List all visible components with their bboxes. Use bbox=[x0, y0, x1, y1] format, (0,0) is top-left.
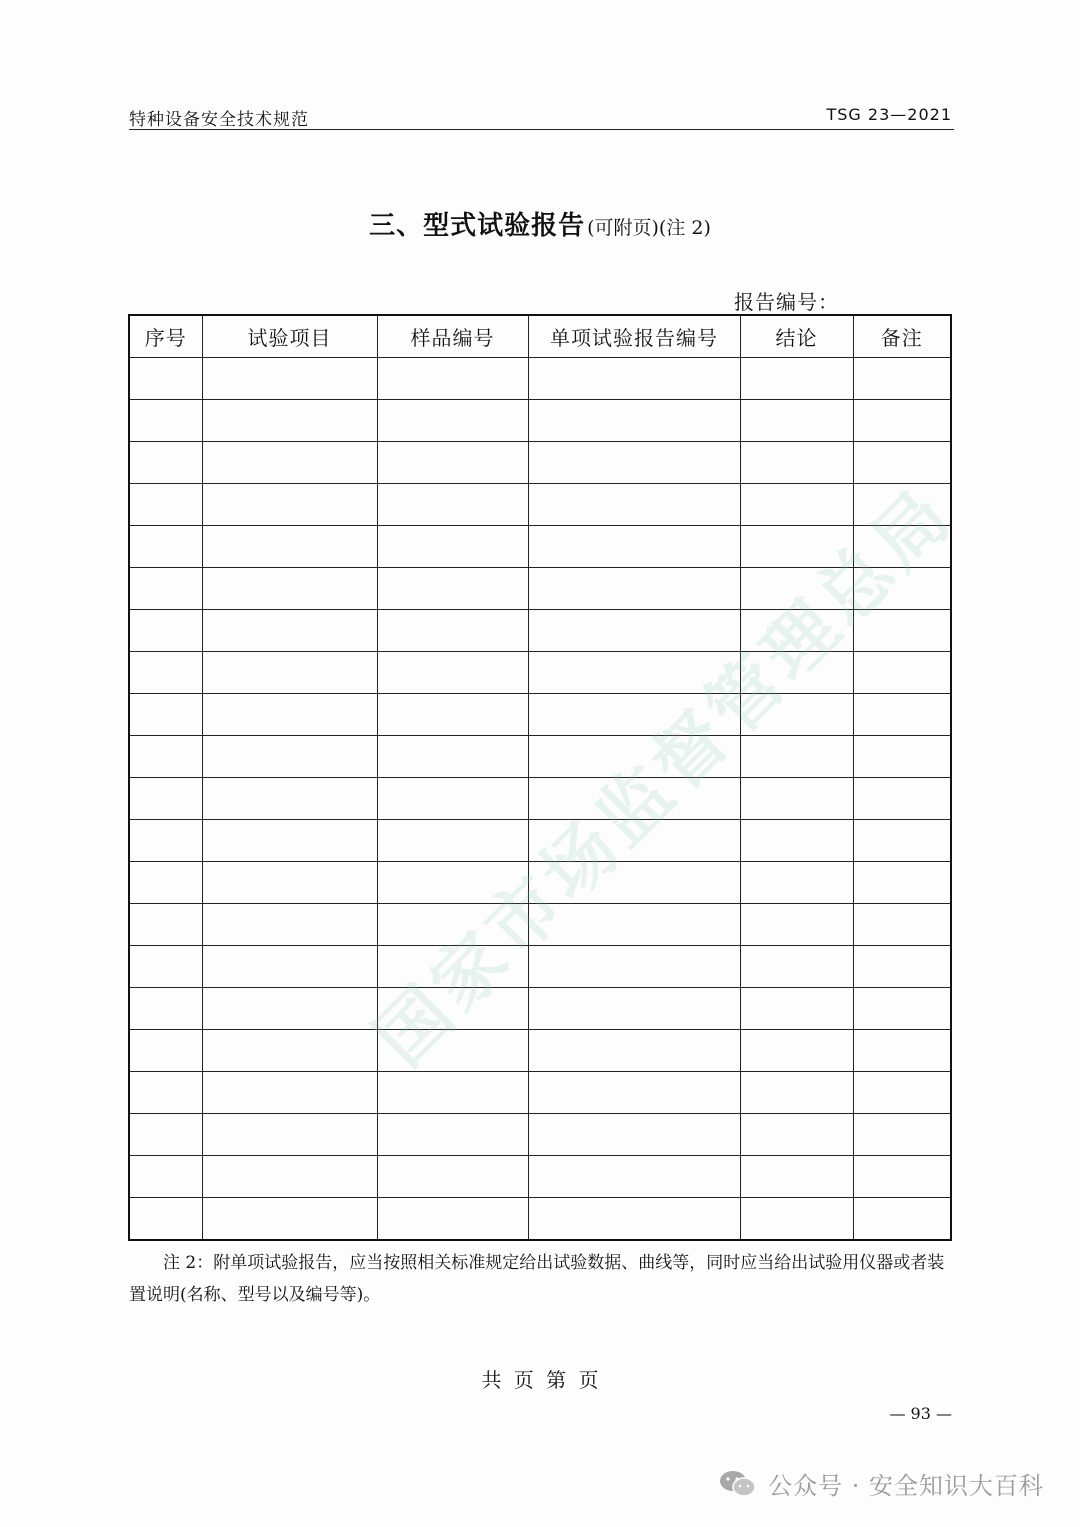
table-cell bbox=[853, 988, 951, 1030]
table-cell bbox=[528, 400, 740, 442]
table-cell bbox=[129, 778, 202, 820]
table-cell bbox=[853, 778, 951, 820]
table-cell bbox=[129, 526, 202, 568]
table-cell bbox=[853, 946, 951, 988]
table-cell bbox=[528, 1072, 740, 1114]
table-cell bbox=[740, 862, 853, 904]
section-title bbox=[0, 205, 1080, 242]
table-cell bbox=[740, 484, 853, 526]
table-cell bbox=[377, 736, 528, 778]
table-cell bbox=[740, 1072, 853, 1114]
table-cell bbox=[129, 1198, 202, 1241]
table-cell bbox=[853, 820, 951, 862]
table-cell bbox=[853, 358, 951, 400]
table-cell bbox=[377, 358, 528, 400]
table-row bbox=[129, 1114, 951, 1156]
table-cell bbox=[129, 904, 202, 946]
section-title-sub: (可附页)(注 2) bbox=[587, 217, 711, 239]
table-cell bbox=[853, 736, 951, 778]
table-cell bbox=[528, 820, 740, 862]
table-body bbox=[129, 358, 951, 1241]
table-row bbox=[129, 1156, 951, 1198]
table-row bbox=[129, 400, 951, 442]
table-cell bbox=[377, 526, 528, 568]
footer-brand bbox=[718, 1466, 1044, 1501]
page-count-line: 共 页 第 页 bbox=[481, 1368, 599, 1392]
table-row bbox=[129, 694, 951, 736]
table-cell bbox=[528, 736, 740, 778]
table-cell bbox=[377, 820, 528, 862]
wechat-icon bbox=[718, 1469, 758, 1499]
table-row bbox=[129, 862, 951, 904]
table-cell bbox=[129, 1114, 202, 1156]
table-row bbox=[129, 442, 951, 484]
table-row bbox=[129, 946, 951, 988]
table-cell bbox=[129, 568, 202, 610]
column-header-conclusion: 结论 bbox=[740, 315, 853, 358]
table-cell bbox=[202, 1198, 377, 1241]
table-cell bbox=[528, 862, 740, 904]
column-header-index: 序号 bbox=[129, 315, 202, 358]
table-cell bbox=[377, 946, 528, 988]
table-cell bbox=[202, 988, 377, 1030]
table-cell bbox=[202, 736, 377, 778]
page-header bbox=[129, 103, 954, 130]
table-cell bbox=[528, 610, 740, 652]
table-cell bbox=[528, 904, 740, 946]
section-title-main: 三、型式试验报告 bbox=[369, 211, 586, 241]
table-cell bbox=[202, 862, 377, 904]
table-cell bbox=[377, 1114, 528, 1156]
table-cell bbox=[129, 988, 202, 1030]
table-cell bbox=[202, 526, 377, 568]
table-cell bbox=[853, 400, 951, 442]
table-cell bbox=[740, 652, 853, 694]
table-cell bbox=[853, 610, 951, 652]
table-cell bbox=[740, 820, 853, 862]
table-row bbox=[129, 988, 951, 1030]
table-cell bbox=[528, 778, 740, 820]
table-cell bbox=[202, 400, 377, 442]
table-cell bbox=[528, 946, 740, 988]
table-cell bbox=[740, 988, 853, 1030]
table-cell bbox=[528, 526, 740, 568]
table-cell bbox=[377, 442, 528, 484]
table-cell bbox=[129, 1156, 202, 1198]
table-cell bbox=[129, 736, 202, 778]
table-cell bbox=[528, 988, 740, 1030]
table-cell bbox=[202, 820, 377, 862]
test-report-table bbox=[128, 314, 952, 1241]
table-cell bbox=[129, 1072, 202, 1114]
table-row bbox=[129, 1072, 951, 1114]
table-cell bbox=[528, 652, 740, 694]
table-cell bbox=[853, 442, 951, 484]
table-cell bbox=[740, 946, 853, 988]
table-row bbox=[129, 820, 951, 862]
table-cell bbox=[202, 1156, 377, 1198]
table-cell bbox=[129, 820, 202, 862]
table-cell bbox=[129, 610, 202, 652]
table-row bbox=[129, 358, 951, 400]
table-cell bbox=[129, 652, 202, 694]
table-cell bbox=[377, 610, 528, 652]
table-cell bbox=[528, 694, 740, 736]
table-header-row bbox=[129, 315, 951, 358]
table-row bbox=[129, 904, 951, 946]
table-cell bbox=[528, 1156, 740, 1198]
report-number-label: 报告编号： bbox=[734, 290, 839, 314]
table-cell bbox=[528, 1030, 740, 1072]
table-cell bbox=[853, 1198, 951, 1241]
table-cell bbox=[377, 1156, 528, 1198]
footnote: 注 2：附单项试验报告，应当按照相关标准规定给出试验数据、曲线等，同时应当给出试验用仪器或者装置说明(名称、型号以及编号等)。 bbox=[129, 1253, 945, 1305]
table-cell bbox=[202, 1072, 377, 1114]
table-cell bbox=[377, 1030, 528, 1072]
table-cell bbox=[377, 988, 528, 1030]
table-cell bbox=[202, 1114, 377, 1156]
table-cell bbox=[853, 652, 951, 694]
table-row bbox=[129, 1198, 951, 1241]
table-row bbox=[129, 568, 951, 610]
table-cell bbox=[202, 610, 377, 652]
column-header-test-item: 试验项目 bbox=[202, 315, 377, 358]
footer-brand-label: 公众号 · 安全知识大百科 bbox=[768, 1472, 1044, 1500]
table-cell bbox=[853, 1114, 951, 1156]
table-cell bbox=[853, 1072, 951, 1114]
table-cell bbox=[202, 694, 377, 736]
table-cell bbox=[129, 862, 202, 904]
table-cell bbox=[202, 946, 377, 988]
table-cell bbox=[202, 1030, 377, 1072]
table-cell bbox=[853, 1030, 951, 1072]
table-cell bbox=[377, 400, 528, 442]
table-cell bbox=[740, 904, 853, 946]
table-cell bbox=[129, 358, 202, 400]
column-header-remarks: 备注 bbox=[853, 315, 951, 358]
table-cell bbox=[853, 862, 951, 904]
table-cell bbox=[129, 442, 202, 484]
table-cell bbox=[377, 1198, 528, 1241]
table-cell bbox=[202, 484, 377, 526]
table-cell bbox=[740, 568, 853, 610]
table-cell bbox=[740, 1156, 853, 1198]
table-cell bbox=[377, 694, 528, 736]
column-header-sample-number: 样品编号 bbox=[377, 315, 528, 358]
table-cell bbox=[853, 526, 951, 568]
table-cell bbox=[377, 484, 528, 526]
table-row bbox=[129, 526, 951, 568]
table-row bbox=[129, 736, 951, 778]
table-cell bbox=[528, 484, 740, 526]
table-cell bbox=[740, 1030, 853, 1072]
table-row bbox=[129, 652, 951, 694]
table-cell bbox=[528, 1198, 740, 1241]
table-cell bbox=[528, 1114, 740, 1156]
table-cell bbox=[377, 904, 528, 946]
column-header-report-number: 单项试验报告编号 bbox=[528, 315, 740, 358]
table-cell bbox=[377, 568, 528, 610]
table-cell bbox=[853, 568, 951, 610]
table-cell bbox=[129, 400, 202, 442]
table-cell bbox=[129, 484, 202, 526]
table-cell bbox=[740, 400, 853, 442]
table-cell bbox=[740, 610, 853, 652]
table-cell bbox=[202, 358, 377, 400]
table-cell bbox=[129, 946, 202, 988]
table-cell bbox=[377, 1072, 528, 1114]
page-number: — 93 — bbox=[889, 1404, 952, 1423]
table-cell bbox=[528, 442, 740, 484]
table-cell bbox=[740, 442, 853, 484]
table-cell bbox=[377, 652, 528, 694]
table-cell bbox=[202, 652, 377, 694]
table-cell bbox=[853, 694, 951, 736]
table-cell bbox=[202, 568, 377, 610]
table-cell bbox=[740, 1198, 853, 1241]
table-cell bbox=[377, 862, 528, 904]
table-cell bbox=[740, 736, 853, 778]
table-cell bbox=[740, 778, 853, 820]
table-row bbox=[129, 778, 951, 820]
table-cell bbox=[853, 904, 951, 946]
table-cell bbox=[740, 526, 853, 568]
table-cell bbox=[528, 358, 740, 400]
table-cell bbox=[528, 568, 740, 610]
header-standard-title: 特种设备安全技术规范 bbox=[129, 110, 309, 130]
table-cell bbox=[377, 778, 528, 820]
table-cell bbox=[853, 1156, 951, 1198]
table-cell bbox=[202, 904, 377, 946]
table-cell bbox=[740, 358, 853, 400]
table-cell bbox=[129, 694, 202, 736]
table-cell bbox=[853, 484, 951, 526]
table-cell bbox=[740, 694, 853, 736]
header-standard-code: TSG 23—2021 bbox=[826, 105, 952, 124]
table-cell bbox=[740, 1114, 853, 1156]
table-row bbox=[129, 1030, 951, 1072]
table-cell bbox=[202, 778, 377, 820]
watermark: 国家市场监督管理总局 bbox=[358, 470, 970, 1082]
table-cell bbox=[129, 1030, 202, 1072]
table-row bbox=[129, 610, 951, 652]
table-row bbox=[129, 484, 951, 526]
table-cell bbox=[202, 442, 377, 484]
